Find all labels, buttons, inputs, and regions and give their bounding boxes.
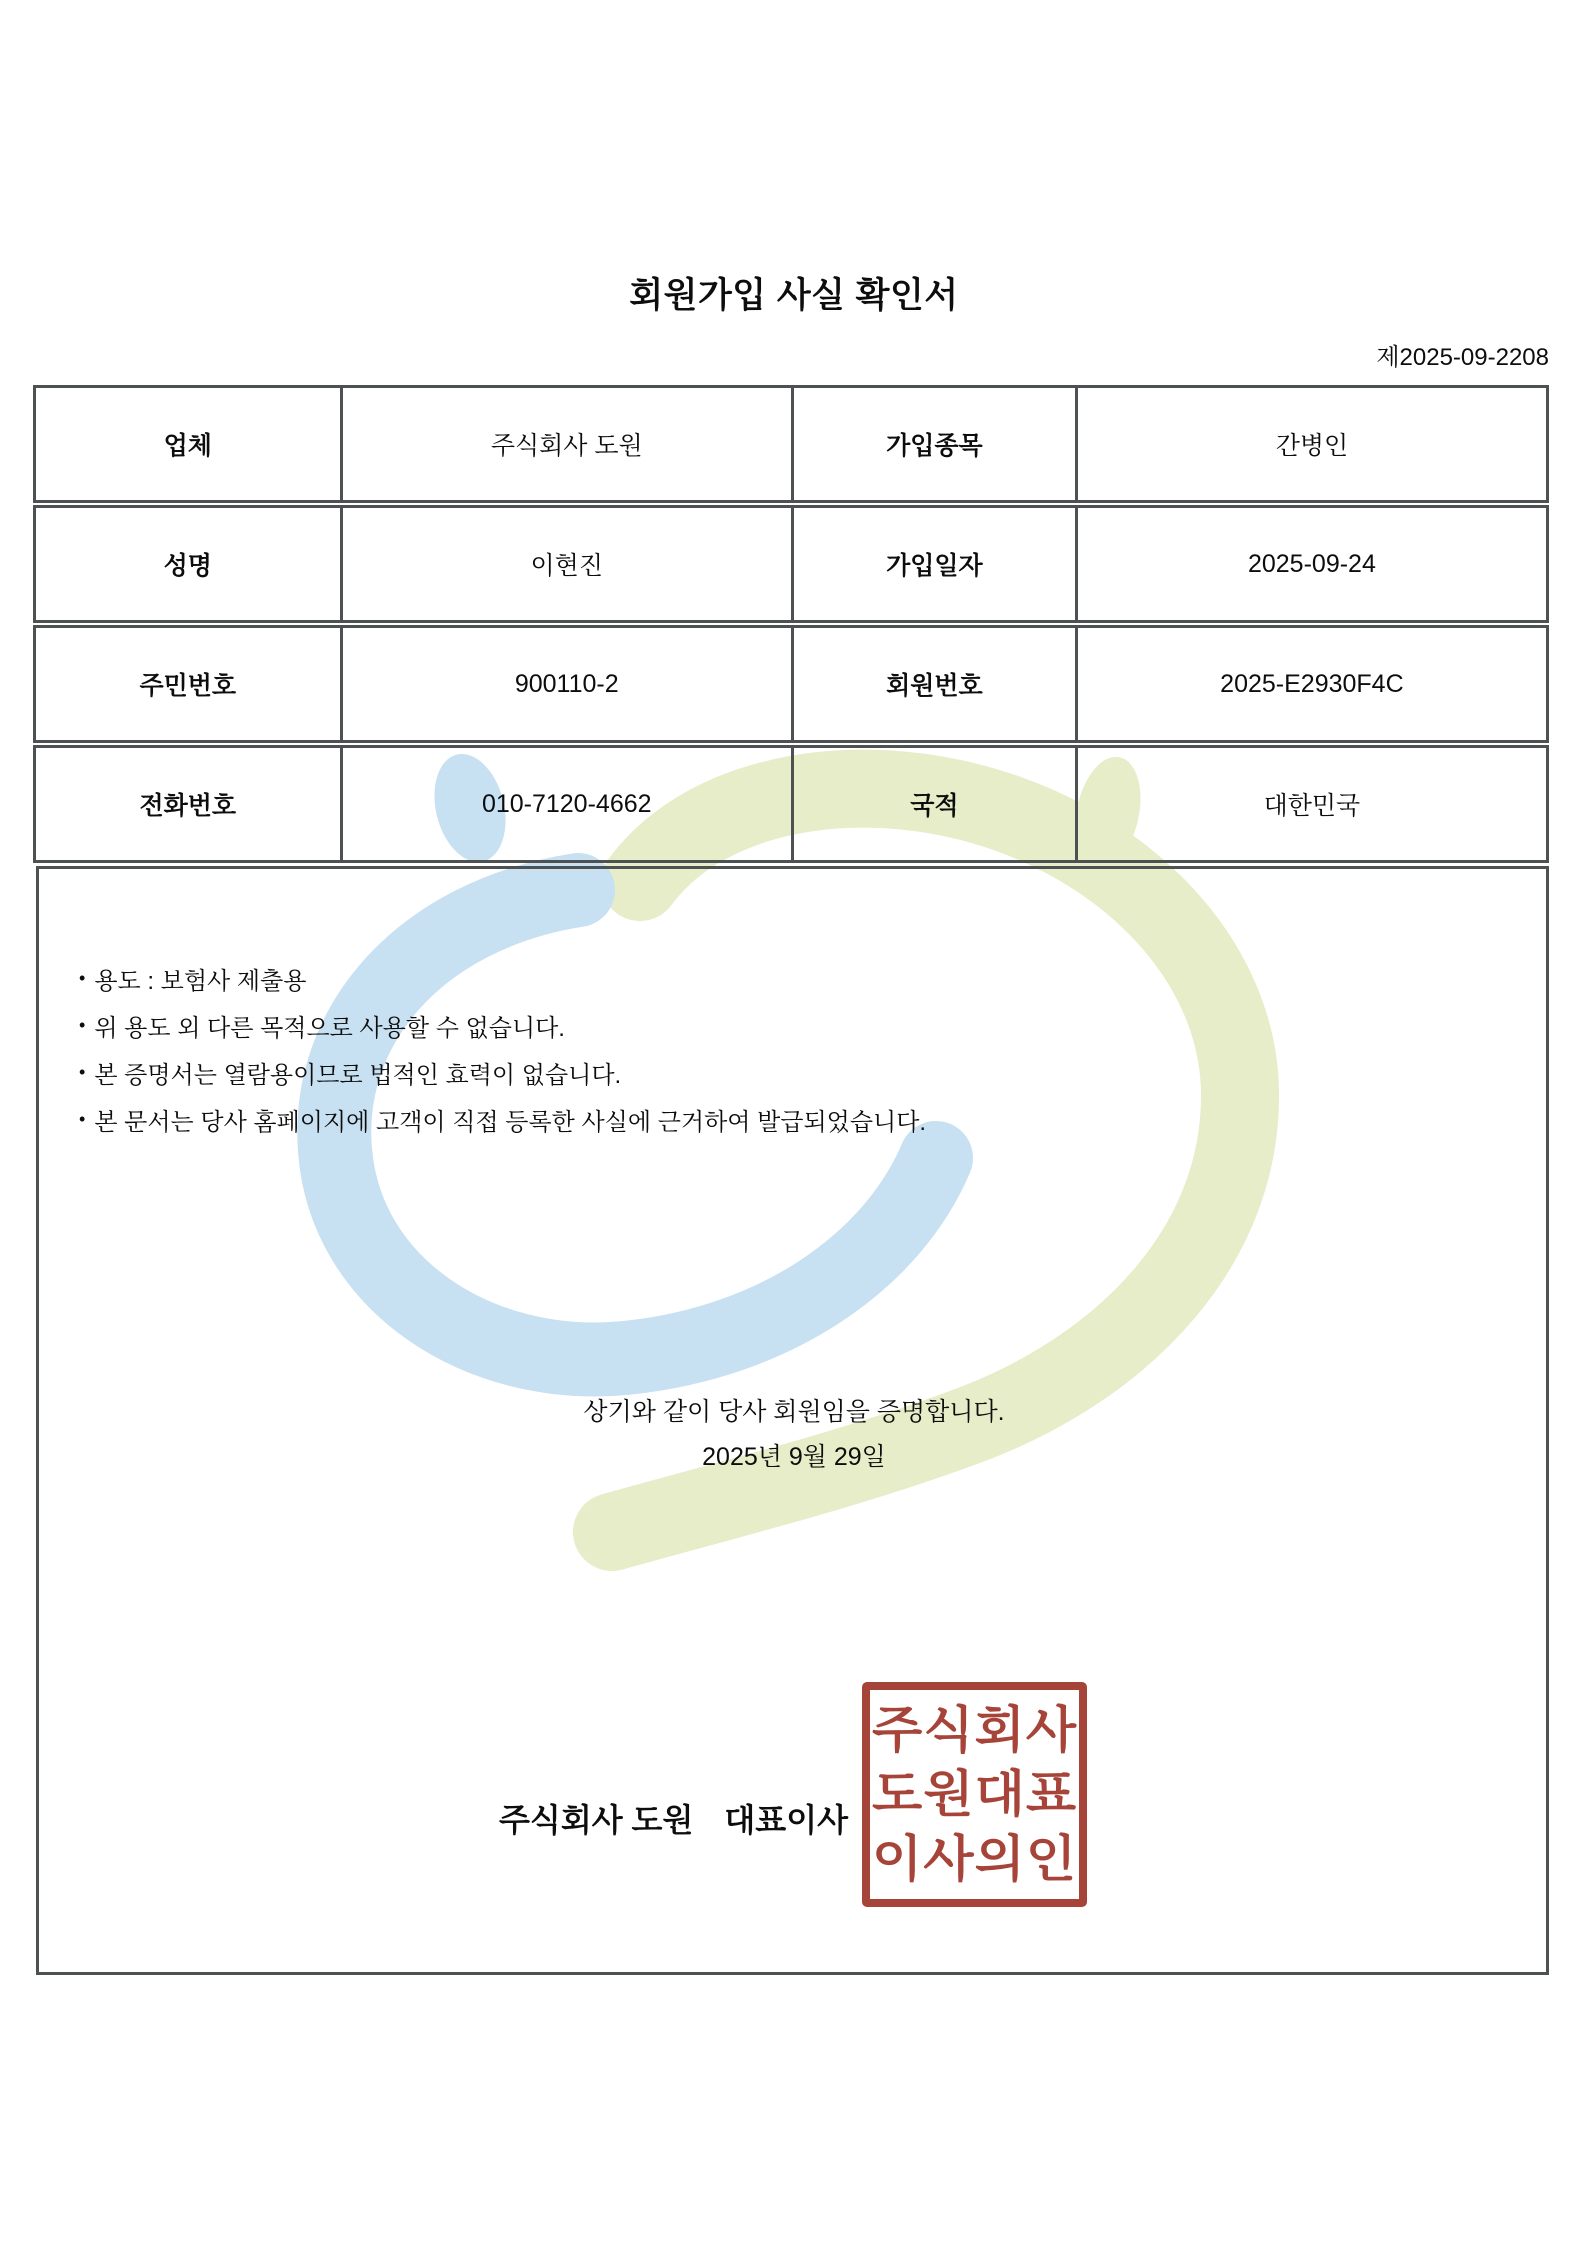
note-text: 용도 : 보험사 제출용 (94, 967, 307, 995)
page-title: 회원가입 사실 확인서 (629, 276, 959, 315)
cell-label-join-date: 가입일자 (791, 508, 1075, 620)
cell-label-nationality: 국적 (791, 748, 1075, 860)
cell-value-name: 이현진 (340, 508, 791, 620)
statement-line-1: 상기와 같이 당사 회원임을 증명합니다. (583, 1398, 1005, 1426)
cell-value-membership-type: 간병인 (1075, 388, 1546, 500)
bullet-icon: • (79, 1108, 86, 1129)
member-info-table (33, 385, 1549, 865)
notes-list (79, 966, 926, 1154)
note-text: 위 용도 외 다른 목적으로 사용할 수 없습니다. (94, 1014, 565, 1042)
cell-label-member-number: 회원번호 (791, 628, 1075, 740)
cell-value-member-number: 2025-E2930F4C (1075, 628, 1546, 740)
seal-text-row: 도원대표 (871, 1766, 1078, 1823)
statement-line-2: 2025년 9월 29일 (702, 1443, 886, 1471)
signature-line (499, 1795, 848, 1841)
seal-text-row: 주식회사 (871, 1702, 1078, 1759)
bullet-icon: • (79, 1014, 86, 1035)
bullet-icon: • (79, 967, 86, 988)
seal-text-row: 이사의인 (871, 1830, 1078, 1887)
cell-label-name: 성명 (163, 552, 212, 580)
note-text: 본 증명서는 열람용이므로 법적인 효력이 없습니다. (94, 1061, 622, 1089)
cell-value-resident-number: 900110-2 (340, 628, 791, 740)
table-row (33, 745, 1549, 863)
note-item (79, 1107, 927, 1136)
cell-label-resident-number: 주민번호 (139, 672, 237, 700)
note-item (79, 1060, 926, 1089)
company-seal (862, 1682, 1087, 1907)
cell-label-company: 업체 (163, 432, 212, 460)
note-item (79, 1013, 926, 1042)
table-row (33, 625, 1549, 743)
note-item (79, 966, 926, 995)
doc-number: 제2025-09-2208 (1376, 344, 1549, 371)
cell-value-nationality: 대한민국 (1075, 748, 1546, 860)
cell-value-phone: 010-7120-4662 (340, 748, 791, 860)
ceo-title: 대표이사 (724, 1802, 849, 1838)
certification-statement (0, 1390, 1588, 1480)
cell-value-company: 주식회사 도원 (340, 388, 791, 500)
cell-label-membership-type: 가입종목 (791, 388, 1075, 500)
table-row (33, 385, 1549, 503)
note-text: 본 문서는 당사 홈페이지에 고객이 직접 등록한 사실에 근거하여 발급되었습니다. (94, 1108, 927, 1136)
bullet-icon: • (79, 1061, 86, 1082)
cell-label-phone: 전화번호 (139, 792, 237, 820)
cell-value-join-date: 2025-09-24 (1075, 508, 1546, 620)
company-name: 주식회사 도원 (499, 1802, 694, 1838)
table-row (33, 505, 1549, 623)
